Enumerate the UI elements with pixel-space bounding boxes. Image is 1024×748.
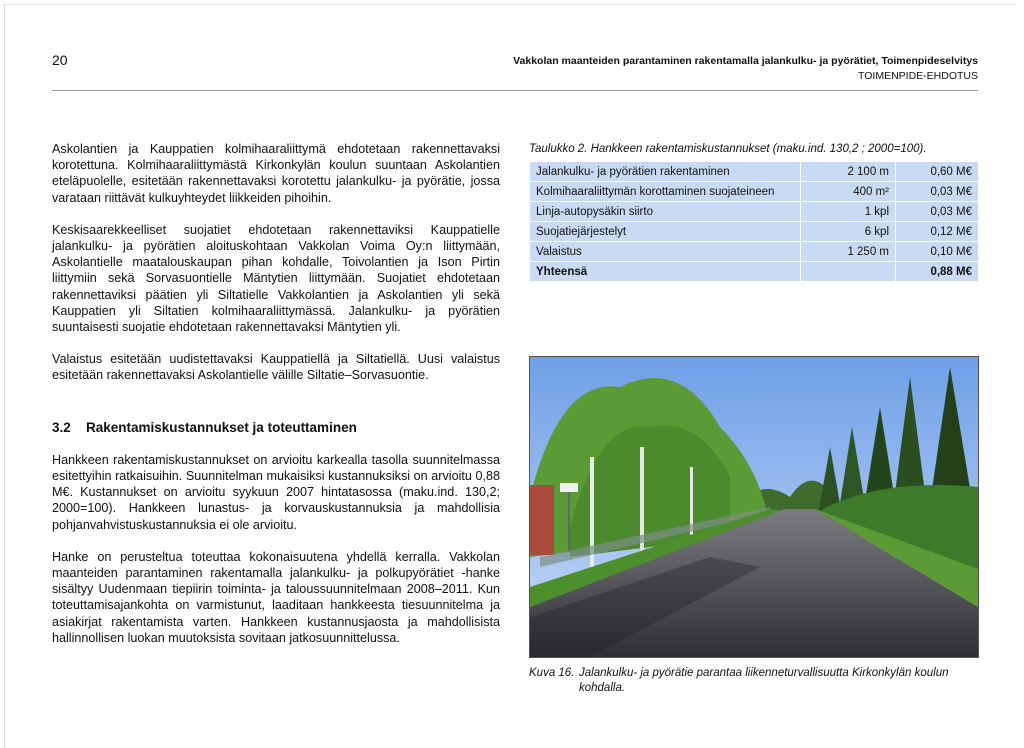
table-row [530,162,979,182]
row-cost: 0,03 M€ [896,202,979,222]
photo-caption-label: Kuva 16. [529,667,575,679]
table-row [530,202,979,222]
cost-table [529,161,979,282]
row-quantity: 6 kpl [801,222,896,242]
road-photo-illustration [530,357,978,657]
total-label: Yhteensä [530,262,801,282]
running-head [513,54,978,84]
section-heading [52,420,500,436]
road-photo [529,356,979,658]
table-caption: Taulukko 2. Hankkeen rakentamiskustannukset (maku.ind. 130,2 ; 2000=100). [529,143,927,155]
row-item: Kolmihaaraliittymän korottaminen suojateineen [530,182,801,202]
paragraph-2: Keskisaarekkeelliset suojatiet ehdotetaan rakennettaviksi Kauppatielle jalankulku- ja pyörätien aloituskohtaan Vakkolan Voima Oy:n liittymään, Askolantielle maatalouskaupan pihan kohdalle, Toivolantien ja Ison Pirtin liittymiin sekä Sorvasuontielle Mäntytien liittymään. Suojatiet ehdotetaan rakennettaviksi päätien yli Siltatielle Vakkolantien ja Askolantien yli sekä Kauppatien yli Siltatien kolmihaaraliittymässä. Jalankulku- ja pyörätien suuntaisesti suojatie ehdotetaan rakennettavaksi Mäntytien yli. [52,222,500,335]
section-number: 3.2 [52,419,71,435]
running-head-title: Vakkolan maanteiden parantaminen rakentamalla jalankulku- ja pyörätiet, Toimenpideselvitys [513,55,978,67]
row-cost: 0,12 M€ [896,222,979,242]
main-text-column [52,141,500,662]
paragraph-4: Hankkeen rakentamiskustannukset on arvioitu karkealla tasolla suunnitelmassa esitettyihin ratkaisuihin. Suunnitelman mukaisiksi kustannuksiksi on arvioitu 0,88 M€. Kustannukset on arvioitu syykuun 2007 hintatasossa (maku.ind. 130,2; 2000=100). Hankkeen lunastus- ja korvauskustannuksia ja mahdollisia pohjanvahvistuskustannuksia ei ole arvioitu. [52,452,500,532]
paragraph-3: Valaistus esitetään uudistettavaksi Kauppatiellä ja Siltatiellä. Uusi valaistus esitetään rakennettavaksi Askolantielle välille Siltatie–Sorvasuontie. [52,352,500,383]
table-row [530,242,979,262]
section-title: Rakentamiskustannukset ja toteuttaminen [86,419,357,435]
row-item: Jalankulku- ja pyörätien rakentaminen [530,162,801,182]
row-quantity: 400 m² [801,182,896,202]
photo-caption-text: Jalankulku- ja pyörätie parantaa liikenneturvallisuutta Kirkonkylän koulun kohdalla. [579,667,949,694]
row-item: Valaistus [530,242,801,262]
row-cost: 0,03 M€ [896,182,979,202]
table-row [530,222,979,242]
running-head-subtitle: TOIMENPIDE-EHDOTUS [858,70,978,82]
photo-caption [529,666,979,696]
header-rule [52,90,978,91]
paragraph-5: Hanke on perusteltua toteuttaa kokonaisuutena yhdellä kerralla. Vakkolan maanteiden parantaminen rakentamalla jalankulku- ja polkupyörätiet -hanke sisältyy Uudenmaan tiepiirin toiminta- ja taloussuunnitelmaan 2008–2011. Kun toteuttamisajankohta on varmistunut, laaditaan hankkeesta tiesuunnitelma ja asiakirjat rakentamista varten. Hankkeen kustannusjaosta ja mahdollisista hallinnollisen luokan muutoksista sovitaan jatkosuunnittelussa. [52,549,500,645]
row-quantity: 1 250 m [801,242,896,262]
paragraph-1: Askolantien ja Kauppatien kolmihaaraliittymä ehdotetaan rakennettavaksi korotettuna. Kolmihaaraliittymästä Kirkonkylän koulun suuntaan Askolantien eteläpuolelle, esitetään rakennettavaksi korotettu jalankulku- ja pyörätie, jossa varataan riittävät kulkuyhteydet liikkeiden pihoihin. [52,142,500,205]
table-row [530,182,979,202]
row-item: Linja-autopysäkin siirto [530,202,801,222]
table-total-row [530,262,979,282]
total-cost: 0,88 M€ [896,262,979,282]
page-number: 20 [52,52,68,68]
row-quantity: 2 100 m [801,162,896,182]
total-quantity [801,262,896,282]
row-item: Suojatiejärjestelyt [530,222,801,242]
row-quantity: 1 kpl [801,202,896,222]
row-cost: 0,10 M€ [896,242,979,262]
row-cost: 0,60 M€ [896,162,979,182]
